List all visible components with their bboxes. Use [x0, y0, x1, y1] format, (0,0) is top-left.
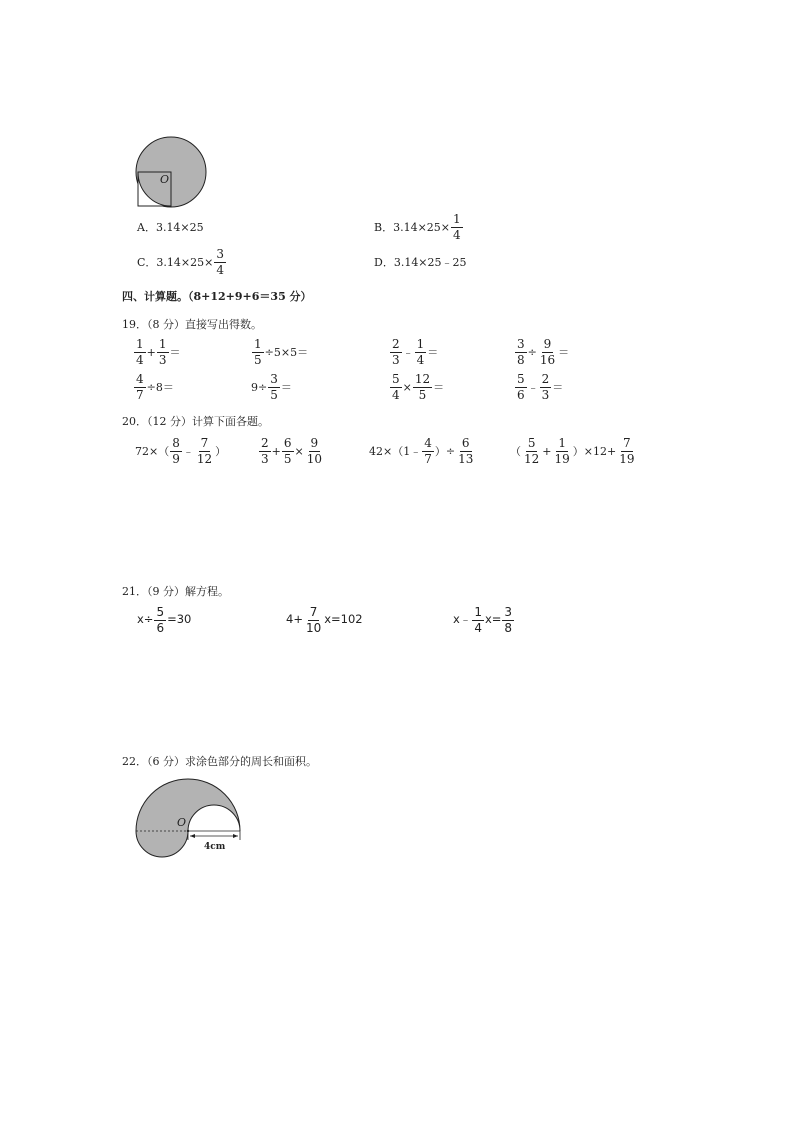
center-o-label: O [177, 816, 187, 829]
q19-item-4: $\frac{3}{8}$ ÷ $\frac{9}{16}$ ＝ [517, 337, 570, 367]
q19-item-6: 9÷ $\frac{3}{5}$ ＝ [251, 372, 292, 402]
question-19-title: 19．（8 分）直接写出得数。 [122, 318, 262, 331]
question-22-title: 22．（6 分）求涂色部分的周长和面积。 [122, 755, 317, 768]
option-a: A．3.14×25 [137, 221, 204, 234]
option-b: B．3.14×25× $\frac{1}{4}$ [374, 212, 461, 242]
q21-equation-2: 4+ $\frac{7}{10}$ x=102 [286, 605, 363, 635]
q21-equation-3: x﹣ $\frac{1}{4}$ x= $\frac{3}{8}$ [453, 605, 513, 635]
circle-square-figure [130, 132, 220, 212]
q19-item-5: $\frac{4}{7}$ ÷8＝ [136, 372, 174, 402]
question-20-title: 20．（12 分）计算下面各题。 [122, 415, 269, 428]
shaded-semicircle-figure [130, 770, 250, 860]
q20-expr-1: 72×（ $\frac{8}{9}$ ﹣ $\frac{7}{12}$ ） [135, 436, 227, 466]
q19-item-7: $\frac{5}{4}$ × $\frac{12}{5}$ ＝ [392, 372, 445, 402]
q21-equation-1: x÷ $\frac{5}{6}$ =30 [137, 605, 192, 635]
q20-expr-3: 42×（1﹣ $\frac{4}{7}$ ）÷ $\frac{6}{13}$ [369, 436, 474, 466]
q19-item-8: $\frac{5}{6}$ ﹣ $\frac{2}{3}$ ＝ [517, 372, 564, 402]
q19-item-3: $\frac{2}{3}$ ﹣ $\frac{1}{4}$ ＝ [392, 337, 439, 367]
q19-item-2: $\frac{1}{5}$ ÷5×5＝ [254, 337, 309, 367]
option-c: C．3.14×25× $\frac{3}{4}$ [137, 247, 224, 277]
center-o-label: O [160, 173, 170, 186]
q19-item-1: $\frac{1}{4}$ + $\frac{1}{3}$ ＝ [136, 337, 181, 367]
fraction: $\frac{1}{4}$ [453, 212, 461, 242]
dimension-label: 4cm [204, 842, 226, 852]
q20-expr-4: （ $\frac{5}{12}$ + $\frac{1}{19}$ ）×12+ $\frac{7}{19}$ [510, 436, 635, 466]
question-21-title: 21．（9 分）解方程。 [122, 585, 229, 598]
fraction: $\frac{3}{4}$ [216, 247, 224, 277]
q20-expr-2: $\frac{2}{3}$ + $\frac{6}{5}$ × $\frac{9}{10}$ [261, 436, 322, 466]
option-d: D．3.14×25﹣25 [374, 256, 467, 269]
section-title: 四、计算题。（8+12+9+6＝35 分） [122, 290, 312, 303]
